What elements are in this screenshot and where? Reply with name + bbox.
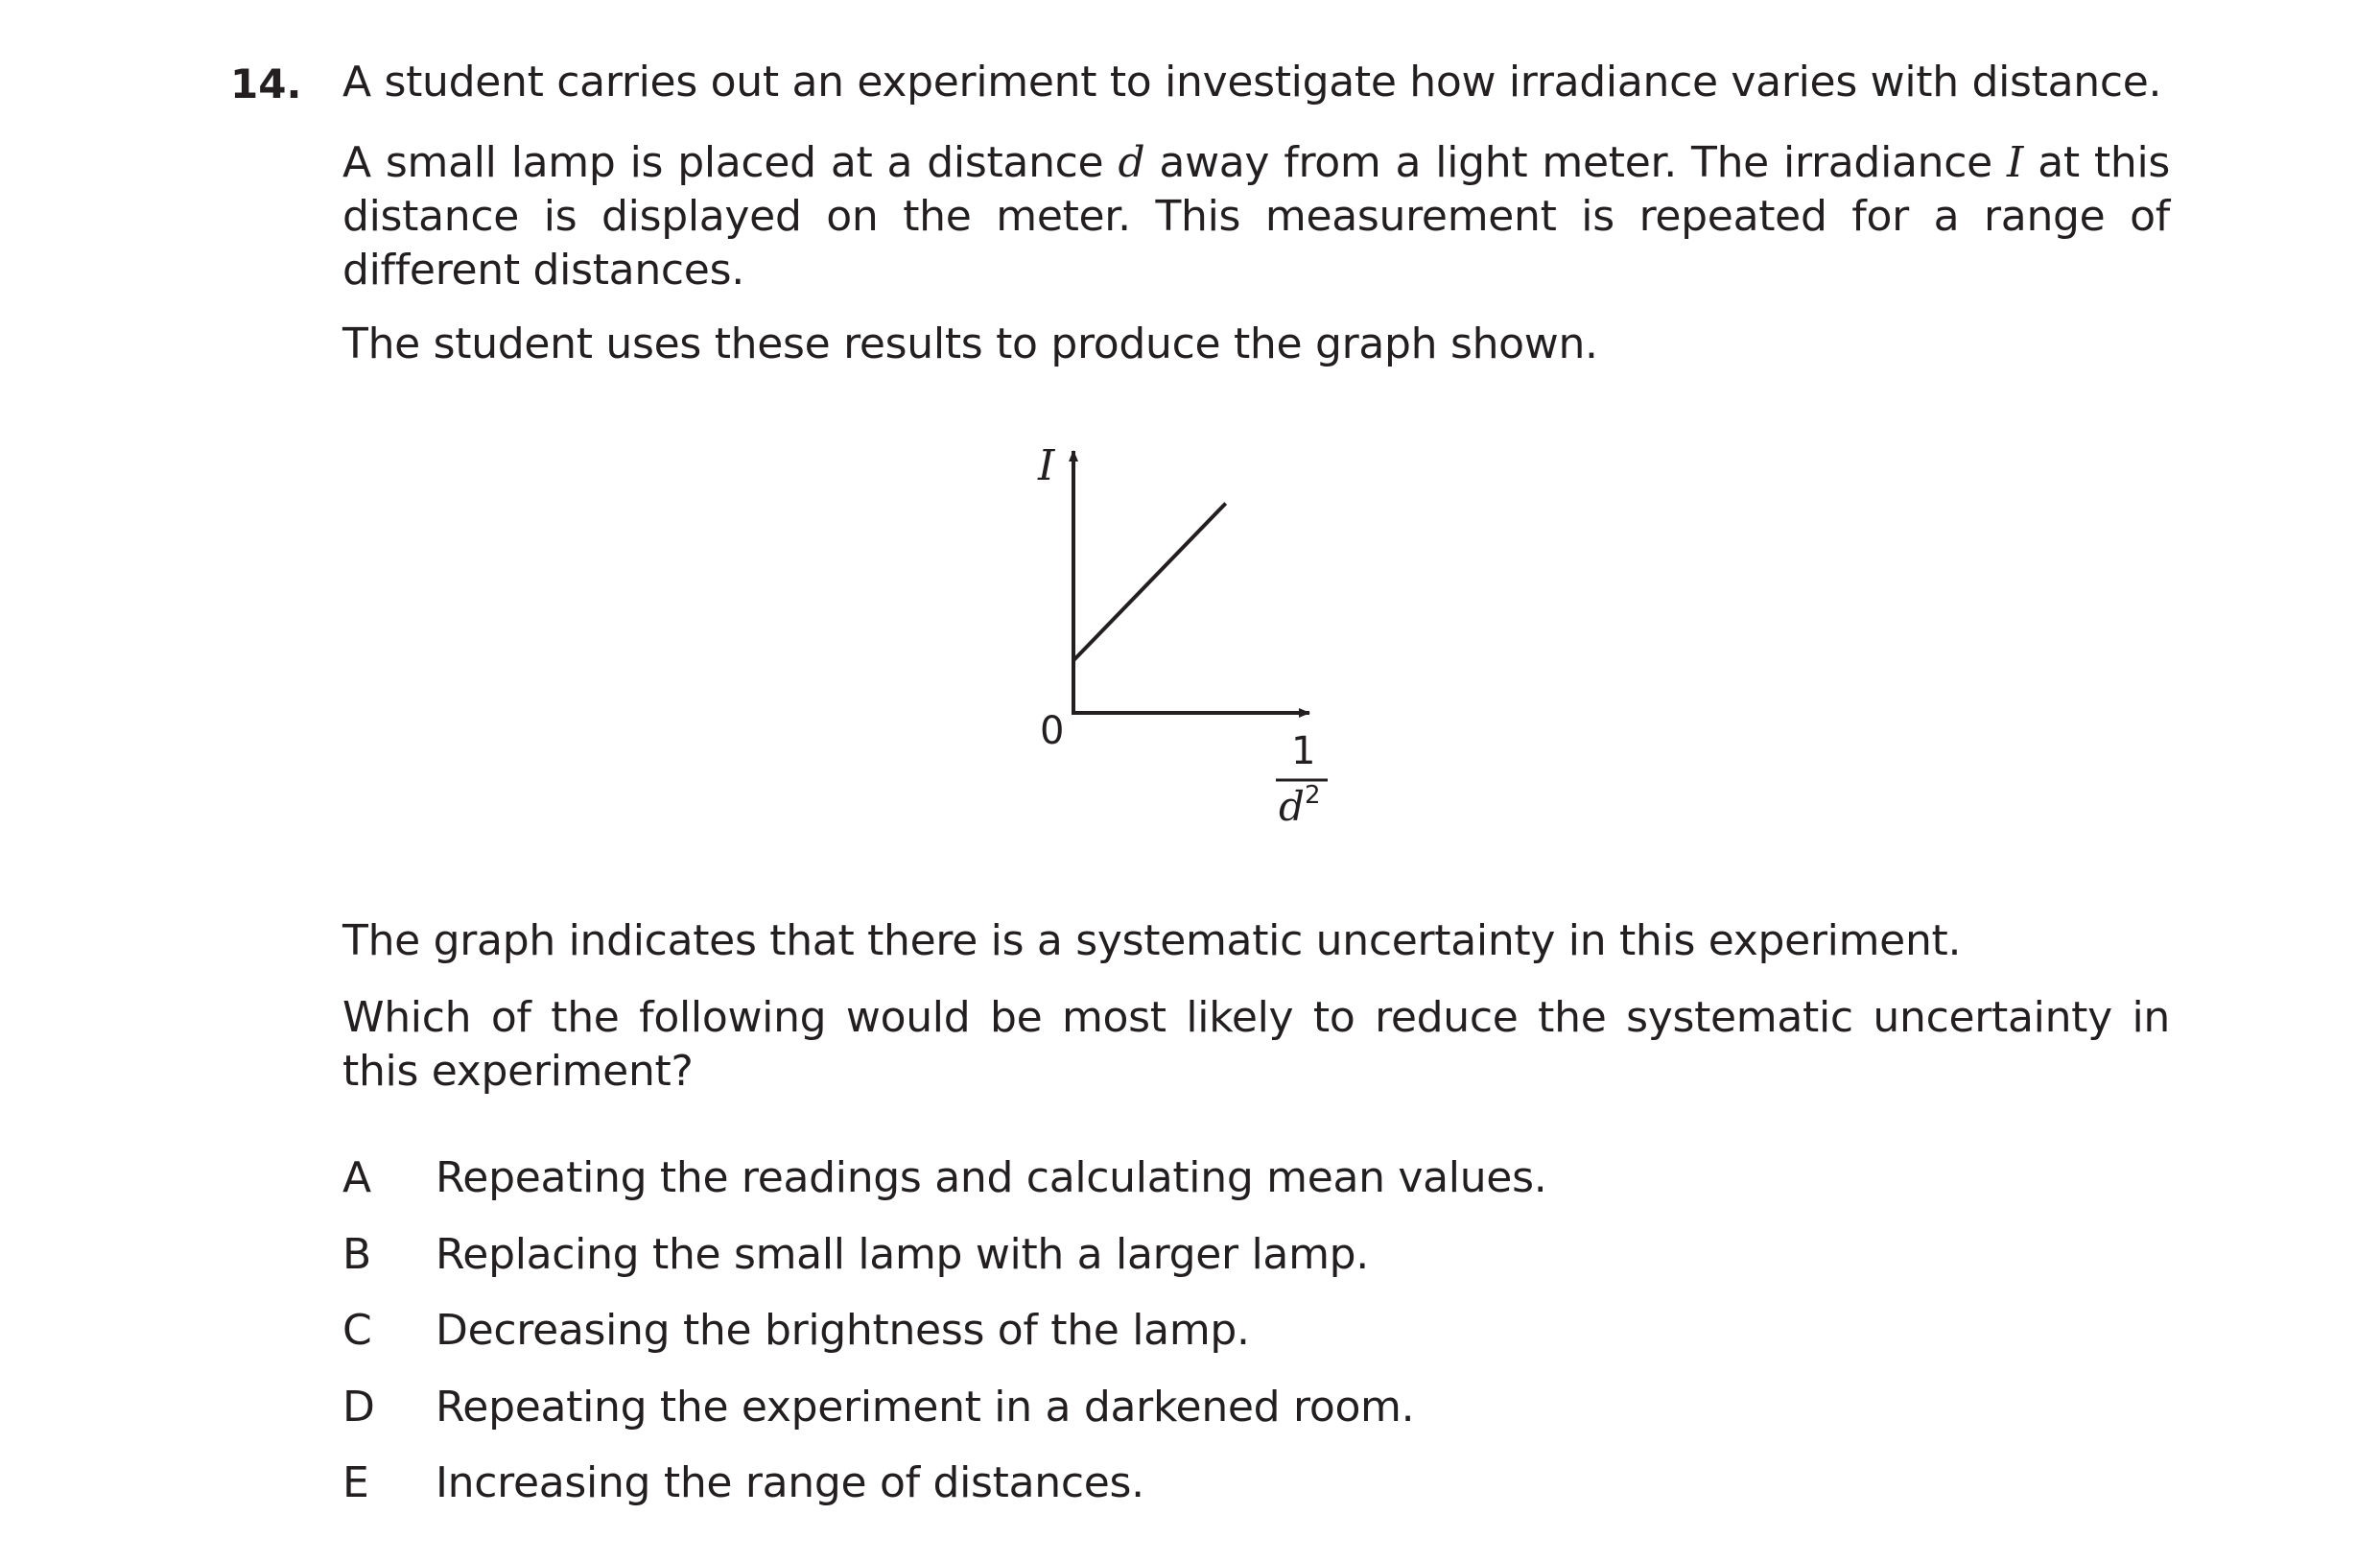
setup-paragraph — [342, 136, 2170, 297]
setup-text-2: away from a light meter. The irradiance — [1144, 138, 2007, 187]
option-a[interactable] — [342, 1151, 1546, 1228]
option-text: Increasing the range of distances. — [436, 1458, 1144, 1507]
option-letter: C — [342, 1306, 372, 1355]
option-text: Replacing the small lamp with a larger lamp. — [436, 1229, 1369, 1279]
options-list — [342, 1151, 1546, 1533]
option-e[interactable] — [342, 1456, 1546, 1533]
option-c[interactable] — [342, 1304, 1546, 1381]
option-b[interactable] — [342, 1228, 1546, 1305]
option-text: Repeating the readings and calculating mean values. — [436, 1153, 1547, 1202]
x-axis-label-numerator: 1 — [1291, 729, 1316, 773]
setup-text-3: at this distance is displayed on the meter. This measurement is repeated for a range of different distances. — [342, 138, 2170, 295]
d-symbol: d — [1118, 138, 1145, 187]
origin-label: 0 — [1040, 709, 1065, 753]
intro-text: A student carries out an experiment to investigate how irradiance varies with distance. — [342, 58, 2162, 106]
statement-text: The graph indicates that there is a systematic uncertainty in this experiment. — [342, 916, 1962, 965]
setup-text-1: A small lamp is placed at a distance — [342, 138, 1119, 187]
irradiance-graph — [998, 422, 1401, 844]
question-number: 14. — [230, 60, 302, 107]
x-axis-label-denominator: d — [1279, 783, 1305, 830]
option-text: Repeating the experiment in a darkened room. — [436, 1382, 1415, 1432]
graph-intro-text: The student uses these results to produce the graph shown. — [342, 320, 1598, 368]
option-letter: E — [342, 1458, 369, 1507]
y-axis-label: I — [1038, 441, 1055, 490]
data-line — [1073, 504, 1226, 661]
option-letter: A — [342, 1153, 371, 1202]
prompt-text: Which of the following would be most likely to reduce the systematic uncertainty in this experiment? — [342, 993, 2170, 1096]
option-letter: D — [342, 1382, 375, 1432]
i-symbol: I — [2007, 138, 2024, 187]
option-text: Decreasing the brightness of the lamp. — [436, 1306, 1250, 1355]
option-d[interactable] — [342, 1381, 1546, 1457]
x-axis-label-exponent: 2 — [1305, 781, 1321, 810]
option-letter: B — [342, 1229, 371, 1279]
